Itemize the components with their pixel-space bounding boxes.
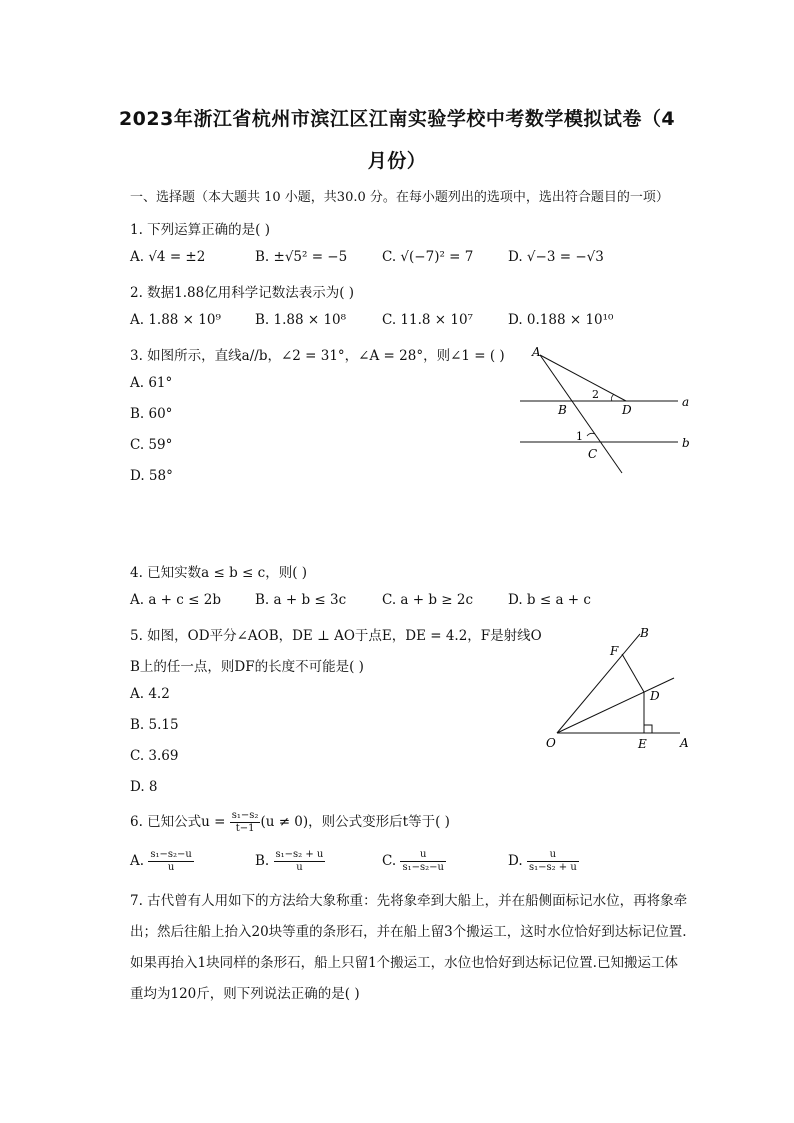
exam-title-line1: 2023年浙江省杭州市滨江区江南实验学校中考数学模拟试卷（4 — [118, 108, 676, 130]
label-D: D — [650, 689, 660, 703]
q6-d-denominator: s₁−s₂ + u — [528, 862, 577, 873]
q2-option-c: C. 11.8 × 10⁷ — [382, 312, 473, 328]
q6-b-numerator: s₁−s₂ + u — [275, 849, 324, 860]
label-B: B — [640, 626, 649, 640]
q6-option-d — [508, 849, 579, 874]
label-line-a: a — [682, 395, 690, 409]
right-angle-mark — [644, 725, 652, 733]
segment-FD — [622, 654, 644, 692]
q5-stem-line2: B上的任一点，则DF的长度不可能是( ) — [130, 659, 364, 675]
q6-option-a-label: A. — [130, 853, 145, 869]
q2-stem: 2. 数据1.88亿用科学记数法表示为( ) — [130, 285, 355, 301]
q1-option-d: D. √−3 = −√3 — [508, 249, 604, 265]
q3-option-d: D. 58° — [130, 468, 173, 484]
section-header: 一、选择题（本大题共 10 小题，共30.0 分。在每小题列出的选项中，选出符合题目的一项） — [130, 190, 669, 205]
label-angle-2: 2 — [592, 388, 599, 401]
label-B: B — [558, 403, 567, 417]
q6-formula-fraction — [230, 810, 261, 835]
q3-parallel-lines-figure — [510, 340, 700, 480]
q2-option-a: A. 1.88 × 10⁹ — [130, 312, 221, 328]
q1-option-b: B. ±√5² = −5 — [255, 249, 348, 265]
ray-OD — [557, 678, 674, 733]
q1-option-c: C. √(−7)² = 7 — [382, 249, 474, 265]
q6-option-c — [382, 849, 446, 874]
q6-b-denominator: u — [296, 862, 303, 873]
label-A: A — [532, 345, 541, 359]
label-line-b: b — [682, 436, 690, 450]
q6-option-c-label: C. — [382, 853, 397, 869]
segment-AD — [540, 355, 626, 401]
label-E: E — [638, 737, 647, 751]
q6-c-numerator: u — [400, 849, 445, 862]
q6-a-numerator: s₁−s₂−u — [150, 849, 192, 860]
q5-angle-bisector-figure — [540, 620, 710, 755]
q6-option-b-label: B. — [255, 853, 270, 869]
q4-option-c: C. a + b ≥ 2c — [382, 592, 474, 608]
q6-option-b — [255, 849, 325, 874]
label-O: O — [546, 736, 556, 750]
q4-stem: 4. 已知实数a ≤ b ≤ c，则( ) — [130, 565, 308, 581]
q6-d-numerator: u — [527, 849, 579, 862]
label-D: D — [622, 403, 632, 417]
q4-option-d: D. b ≤ a + c — [508, 592, 591, 608]
q4-option-b: B. a + b ≤ 3c — [255, 592, 347, 608]
q6-option-d-fraction — [527, 849, 579, 874]
q6-option-a-fraction — [148, 849, 193, 874]
q3-option-b: B. 60° — [130, 406, 173, 422]
q7-stem: 7. 古代曾有人用如下的方法给大象称重：先将象牵到大船上，并在船侧面标记水位，再将象牵出；然后往船上抬入20块等重的条形石，并在船上留3个搬运工，这时水位恰好到达标记位置.如果再抬入1块同样的条形石，船上只留1个搬运工，水位也恰好到达标记位置.已知搬运工体重均为120斤，则下列说法正确的是( ) — [130, 893, 688, 1002]
q3-stem: 3. 如图所示，直线a//b，∠2 = 31°，∠A = 28°，则∠1 = ( ) — [130, 348, 505, 364]
q6-option-c-fraction — [400, 849, 445, 874]
q6-stem-prefix: 6. 已知公式u = — [130, 814, 230, 830]
q6-formula-denominator: t−1 — [235, 823, 255, 834]
q6-formula-numerator: s₁−s₂ — [231, 810, 259, 821]
angle-1-arc — [587, 433, 595, 436]
q5-option-d: D. 8 — [130, 779, 158, 795]
q3-option-a: A. 61° — [130, 375, 173, 391]
q3-option-c: C. 59° — [130, 437, 173, 453]
angle-2-arc — [611, 394, 614, 401]
q6-option-d-label: D. — [508, 853, 523, 869]
label-C: C — [588, 447, 598, 461]
label-angle-1: 1 — [576, 430, 583, 443]
q2-option-d: D. 0.188 × 10¹⁰ — [508, 312, 614, 328]
q4-option-a: A. a + c ≤ 2b — [130, 592, 221, 608]
q6-stem — [130, 810, 450, 835]
q6-option-a — [130, 849, 194, 874]
q5-stem-line1: 5. 如图，OD平分∠AOB，DE ⊥ AO于点E，DE = 4.2，F是射线O — [130, 628, 542, 644]
exam-title-line2: 月份） — [367, 150, 427, 172]
label-F: F — [610, 644, 619, 658]
q2-option-b: B. 1.88 × 10⁸ — [255, 312, 347, 328]
q5-option-b: B. 5.15 — [130, 717, 179, 733]
q6-a-denominator: u — [167, 862, 175, 873]
q6-stem-suffix: (u ≠ 0)，则公式变形后t等于( ) — [260, 814, 450, 830]
q5-option-a: A. 4.2 — [130, 686, 170, 702]
q6-c-denominator: s₁−s₂−u — [402, 862, 444, 873]
q1-option-a: A. √4 = ±2 — [130, 249, 206, 265]
q5-option-c: C. 3.69 — [130, 748, 179, 764]
q1-stem: 1. 下列运算正确的是( ) — [130, 222, 270, 238]
label-A: A — [680, 736, 689, 750]
q6-option-b-fraction — [274, 849, 326, 874]
transversal-AC — [540, 355, 622, 473]
ray-OB — [557, 634, 640, 733]
